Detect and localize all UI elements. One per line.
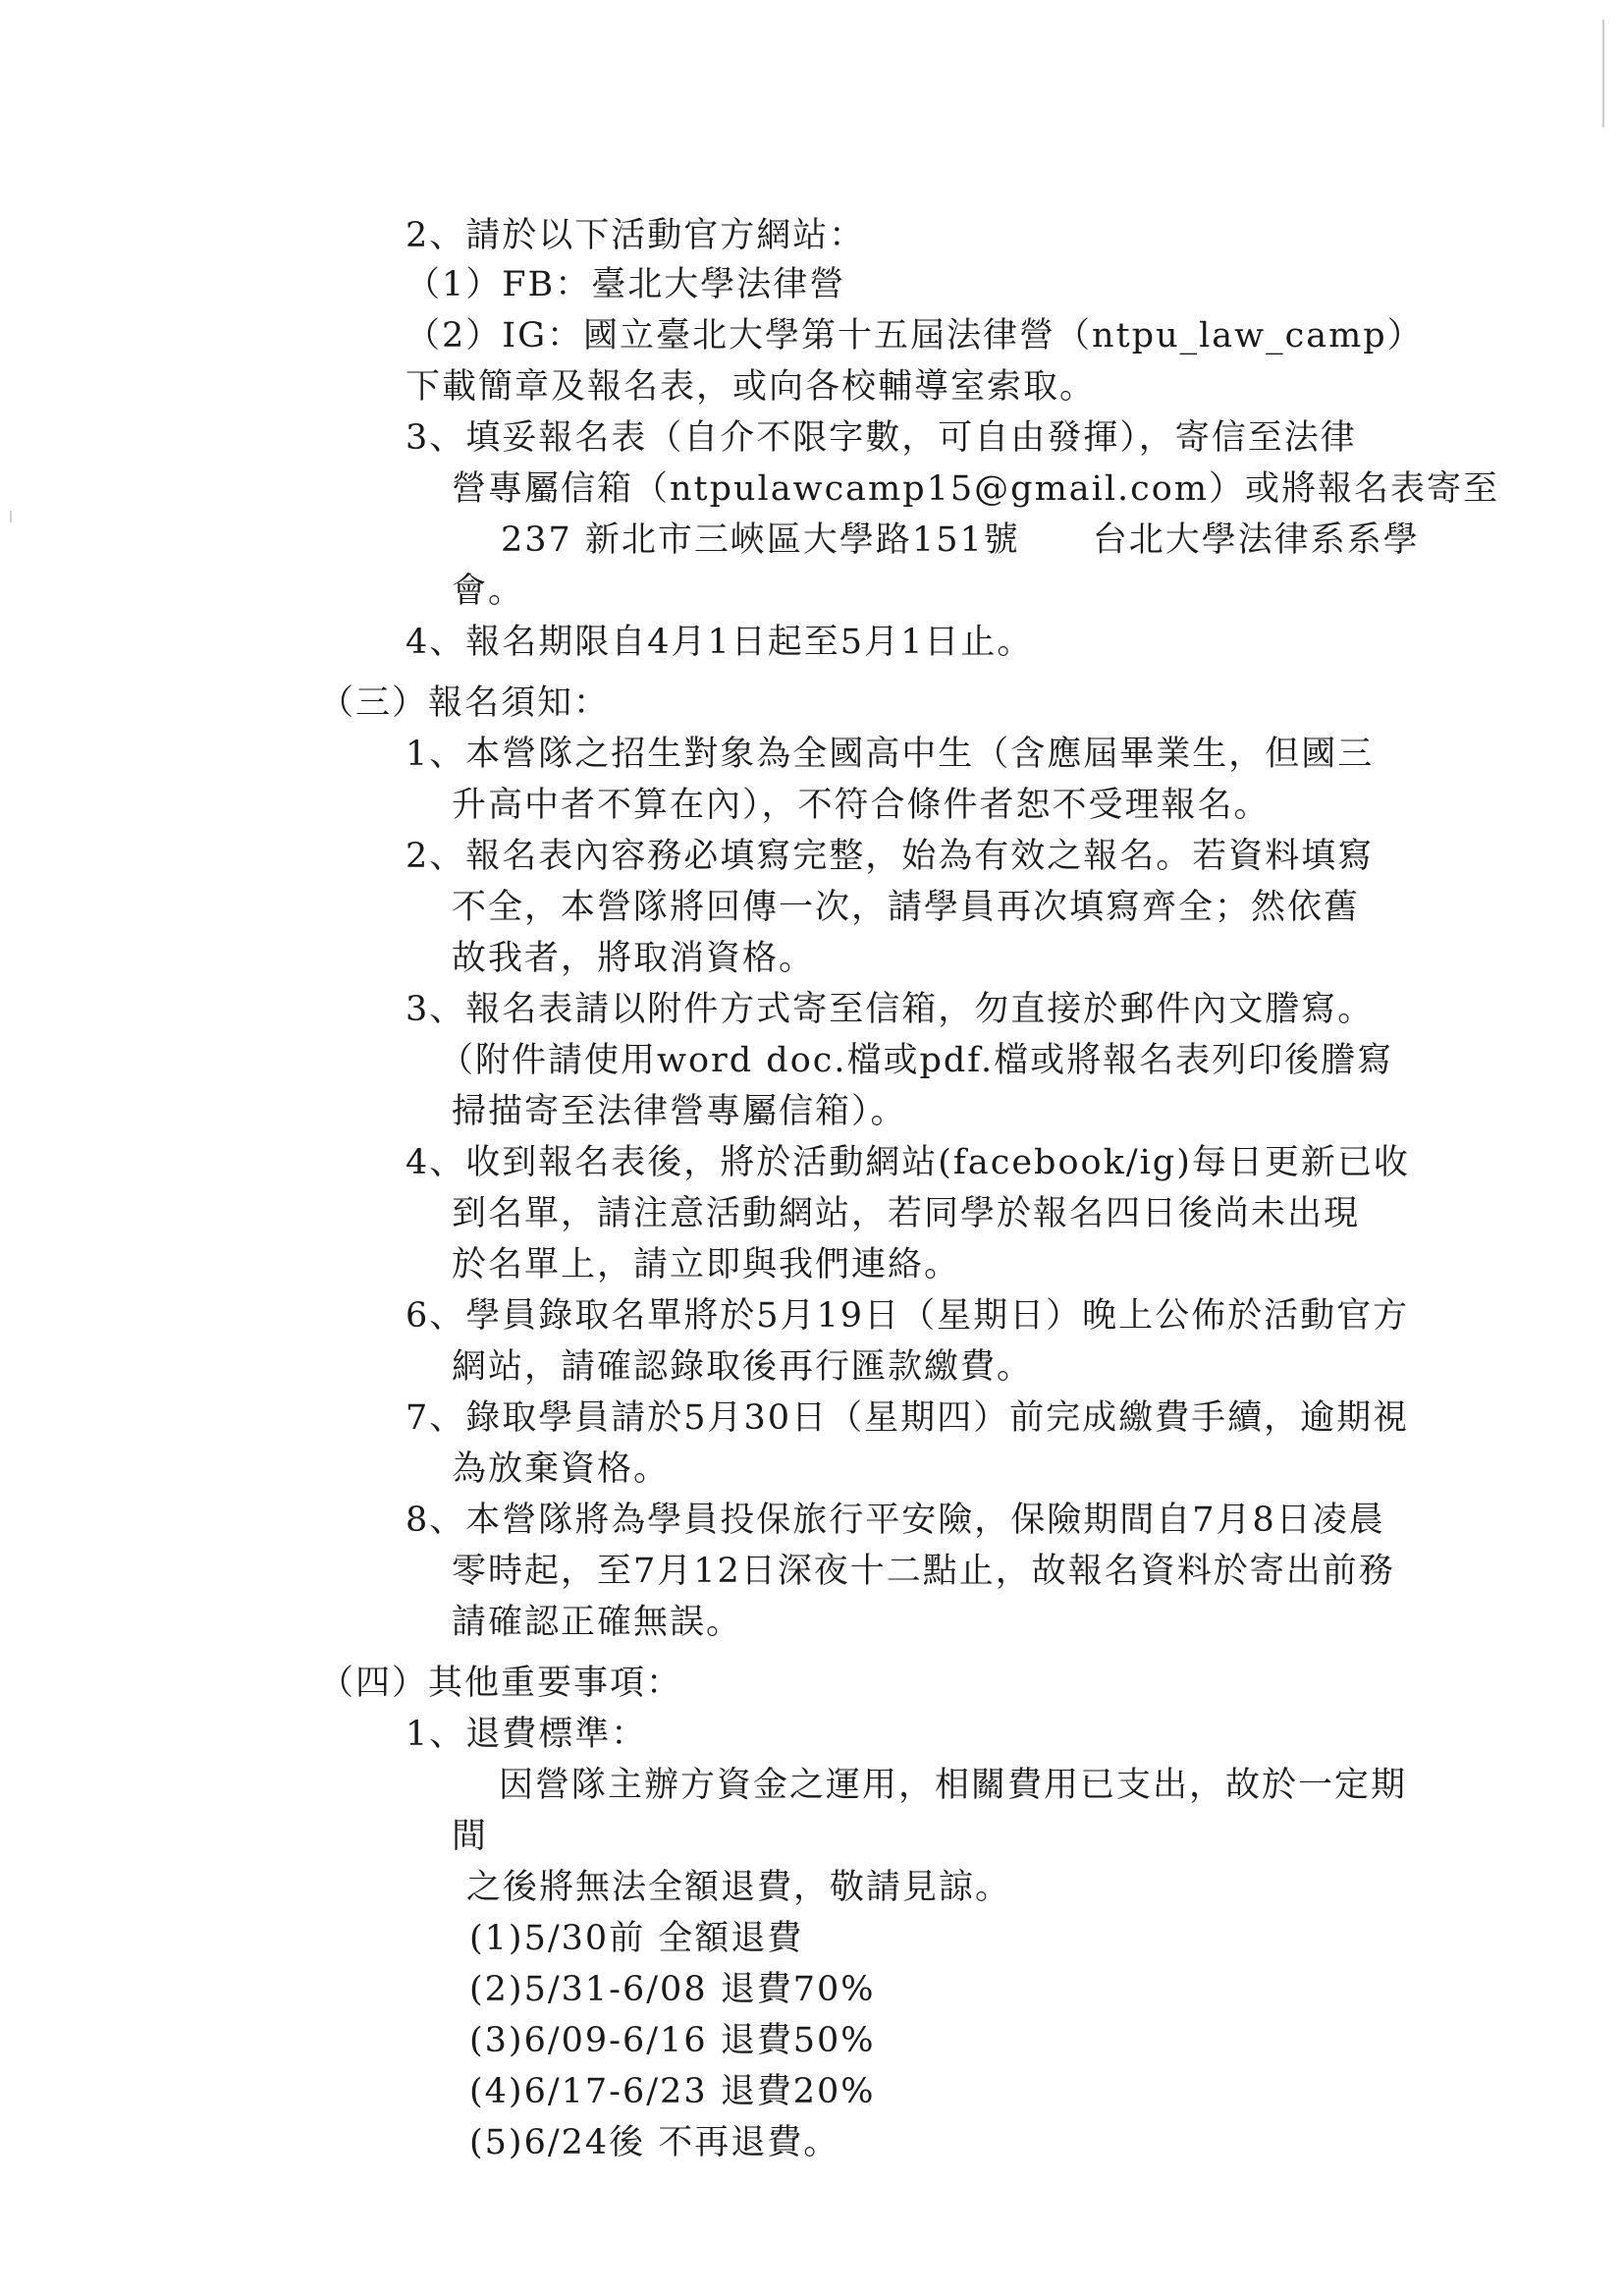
s3-item2-line3: 故我者，將取消資格。 bbox=[452, 939, 816, 978]
s3-heading: （三）報名須知： bbox=[319, 683, 611, 723]
s3-item8-line2: 零時起，至7月12日深夜十二點止，故報名資料於寄出前務 bbox=[452, 1552, 1395, 1591]
s3-item6-line1: 6、學員錄取名單將於5月19日（星期日）晚上公佈於活動官方 bbox=[406, 1296, 1410, 1336]
s2-item2-download: 下載簡章及報名表，或向各校輔導室索取。 bbox=[406, 367, 1097, 407]
s3-item2-line2: 不全，本營隊將回傳一次，請學員再次填寫齊全；然依舊 bbox=[452, 888, 1361, 927]
s2-item2-fb: （1）FB：臺北大學法律營 bbox=[406, 265, 846, 304]
scan-mark-top-right bbox=[1602, 20, 1604, 128]
refund-item: (5)6/24後 不再退費。 bbox=[469, 2123, 840, 2162]
refund-item: (1)5/30前 全額退費 bbox=[469, 1919, 804, 1958]
s3-item4-line3: 於名單上，請立即與我們連絡。 bbox=[452, 1245, 961, 1285]
s2-item3-line4: 會。 bbox=[452, 572, 525, 611]
s3-item4-line2: 到名單，請注意活動網站，若同學於報名四日後尚未出現 bbox=[452, 1194, 1361, 1233]
s4-heading: （四）其他重要事項： bbox=[319, 1664, 683, 1703]
s2-item3-line1: 3、填妥報名表（自介不限字數，可自由發揮），寄信至法律 bbox=[406, 418, 1357, 458]
refund-item: (4)6/17-6/23 退費20% bbox=[469, 2072, 876, 2111]
s4-refund-intro-line2: 間 bbox=[452, 1817, 489, 1856]
s3-item7-line2: 為放棄資格。 bbox=[452, 1449, 671, 1489]
s3-item6-line2: 網站，請確認錄取後再行匯款繳費。 bbox=[452, 1347, 1034, 1387]
scan-mark-left bbox=[10, 511, 12, 522]
s3-item4-line1: 4、收到報名表後，將於活動網站(facebook/ig)每日更新已收 bbox=[406, 1143, 1410, 1182]
s4-refund-intro-line1: 因營隊主辦方資金之運用，相關費用已支出，故於一定期 bbox=[499, 1766, 1408, 1805]
s2-item2: 2、請於以下活動官方網站： bbox=[406, 216, 866, 255]
s4-refund-intro-line3: 之後將無法全額退費，敬請見諒。 bbox=[466, 1868, 1012, 1907]
s3-item7-line1: 7、錄取學員請於5月30日（星期四）前完成繳費手續，逾期視 bbox=[406, 1398, 1410, 1438]
s2-item4: 4、報名期限自4月1日起至5月1日止。 bbox=[406, 623, 1034, 662]
s3-item8-line3: 請確認正確無誤。 bbox=[452, 1603, 743, 1642]
s2-item3-line3: 237 新北市三峽區大學路151號 台北大學法律系系學 bbox=[501, 520, 1420, 560]
refund-item: (2)5/31-6/08 退費70% bbox=[469, 1970, 876, 2009]
s3-item3-line1: 3、報名表請以附件方式寄至信箱，勿直接於郵件內文謄寫。 bbox=[406, 990, 1375, 1029]
s2-item3-line2: 營專屬信箱（ntpulawcamp15@gmail.com）或將報名表寄至 bbox=[452, 469, 1500, 509]
s3-item1-line2: 升高中者不算在內），不符合條件者恕不受理報名。 bbox=[452, 786, 1271, 825]
s2-item2-ig: （2）IG：國立臺北大學第十五屆法律營（ntpu_law_camp） bbox=[406, 316, 1424, 355]
s3-item3-line2: （附件請使用word doc.檔或pdf.檔或將報名表列印後謄寫 bbox=[439, 1041, 1394, 1080]
s3-item1-line1: 1、本營隊之招生對象為全國高中生（含應屆畢業生，但國三 bbox=[406, 735, 1375, 774]
refund-item: (3)6/09-6/16 退費50% bbox=[469, 2021, 876, 2060]
s4-item1-title: 1、退費標準： bbox=[406, 1715, 648, 1754]
s3-item2-line1: 2、報名表內容務必填寫完整，始為有效之報名。若資料填寫 bbox=[406, 837, 1375, 876]
s3-item3-line3: 掃描寄至法律營專屬信箱）。 bbox=[452, 1092, 907, 1131]
s3-item8-line1: 8、本營隊將為學員投保旅行平安險，保險期間自7月8日凌晨 bbox=[406, 1501, 1385, 1540]
